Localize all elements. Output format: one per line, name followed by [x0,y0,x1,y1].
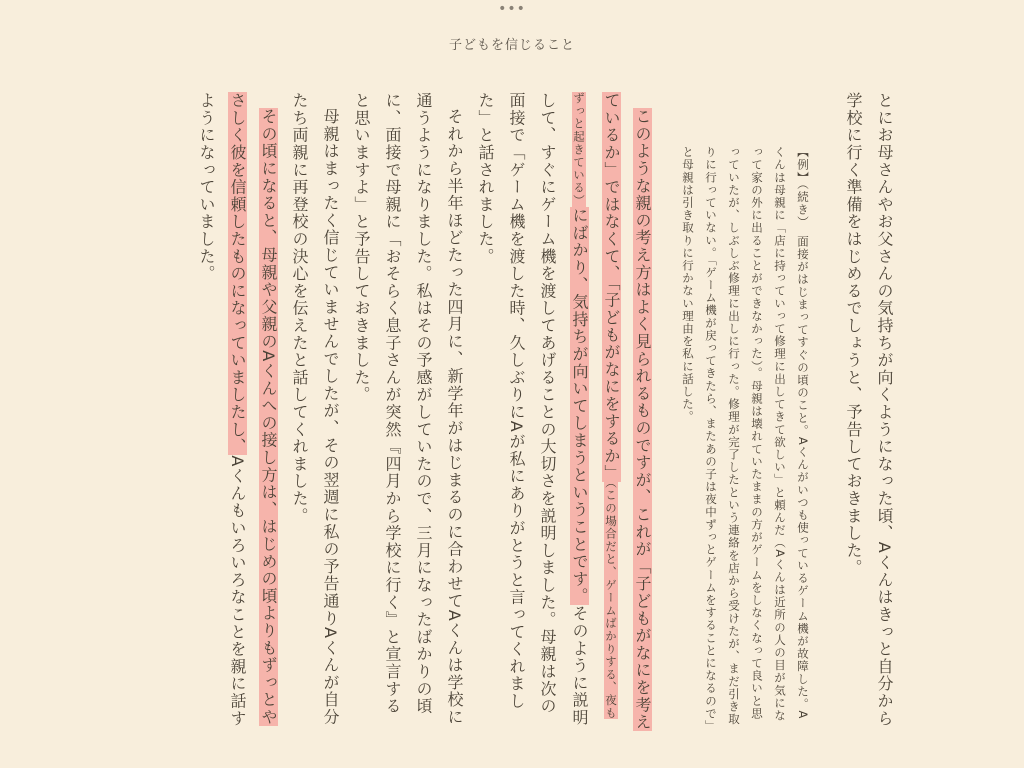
example-text: 面接がはじまってすぐの頃のこと。Aくんがいつも使っているゲーム機が故障した。Aくんは母親に「店に持っていって修理に出してきて欲しい」と頼んだ（Aくんは近所の人の目が気になって家の外に出ることができなかった）。母親は壊れていたままの方がゲームをしなくなって良いと思っていたが、しぶしぶ修理に出しに行った。修理が完了したという連絡を店から受けたが、まだ引き取りに行っていない。「ゲーム機が戻ってきたら、またあの子は夜中ずっとゲームをすることになるので」と母親は引き取りに行かない理由を私に話した。 [681,146,810,727]
reading-page [130,92,900,732]
paragraph-4 [191,92,284,732]
highlight-1a[interactable]: このような親の考え方はよく見られるものですが、これが「子どもがなにを考えているか」ではなくて、「子どもがなにをするか」 [602,92,652,731]
highlight-1-note[interactable]: （この場合だと、ゲームばかりする、夜もずっと起きている） [572,92,618,720]
paragraph-1 [470,92,658,732]
paragraph-1-rest: そのように説明して、すぐにゲーム機を渡してあげることの大切さを説明しました。母親は次の面接で「ゲーム機を渡した時、久しぶりにAが私にありがとうと言ってくれました」と話されました。 [476,92,589,727]
paragraph-4-rest: Aくんもいろいろなことを親に話すようになっていました。 [197,92,247,728]
paragraph-3: 母親はまったく信じていませんでしたが、その翌週に私の予告通りAくんが自分たち両親に再登校の決心を伝えたと話してくれました。 [290,92,340,726]
example-note [676,92,814,732]
paragraph-2: それから半年ほどたった四月に、新学年がはじまるのに合わせてAくんは学校に通うようになりました。私はその予感がしていたので、三月になったばかりの頃に、面接で母親に「おそらく息子さんが突然『四月から学校に行く』と宣言すると思いますよ」と予告しておきました。 [352,92,464,726]
menu-dots-handle[interactable]: ••• [498,1,526,17]
example-subtitle: （続き） [796,183,810,223]
highlight-1b[interactable]: にばかり、気持ちが向いてしまうということです。 [570,207,589,606]
example-tag: 【例】 [796,146,810,184]
intro-paragraph: とにお母さんやお父さんの気持ちが向くようになった頃、Aくんはきっと自分から学校に行く準備をはじめるでしょうと、予告しておきました。 [844,92,894,728]
highlight-4[interactable]: その頃になると、母親や父親のAくんへの接し方は、はじめの頃よりもずっとやさしく彼を信頼したものになっていましたし、 [228,92,278,726]
page-title: 子どもを信じること [448,38,575,53]
